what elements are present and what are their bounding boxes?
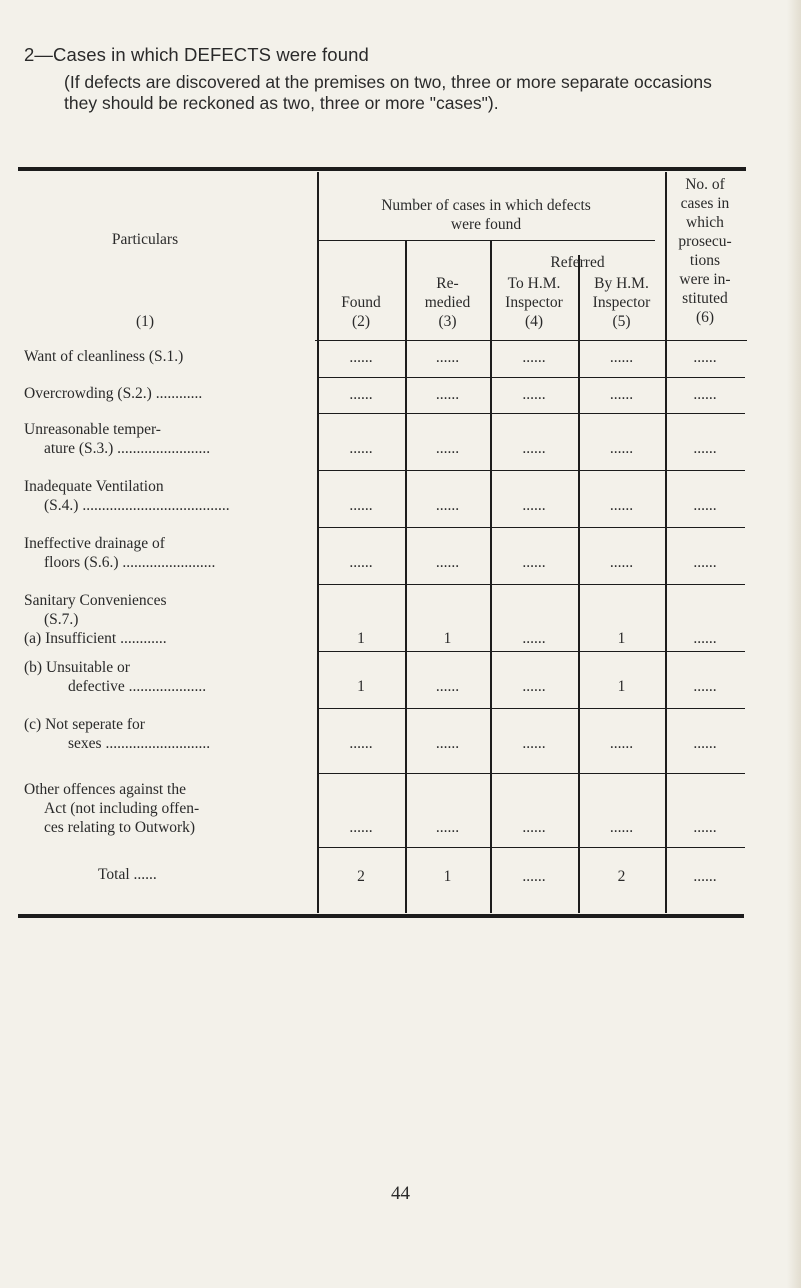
- cell-value: ......: [435, 497, 460, 514]
- cell-value: ......: [349, 554, 373, 571]
- column-header-5: Inspector: [592, 294, 651, 311]
- cell-value: ......: [435, 735, 460, 752]
- cell-value: ......: [609, 386, 634, 403]
- row-rule: [317, 377, 745, 378]
- row-label: Want of cleanliness (S.1.): [24, 348, 184, 365]
- row-label: Overcrowding (S.2.) ............: [24, 385, 203, 402]
- row-rule: [317, 527, 745, 528]
- page-edge-shadow: [787, 0, 801, 1288]
- cell-value: ......: [522, 554, 546, 571]
- cell-value: ......: [609, 349, 634, 366]
- column-header-3: medied: [424, 294, 471, 311]
- column-header-2: Found: [341, 294, 381, 311]
- cell-value: 2: [617, 868, 626, 885]
- column-header-2: (2): [351, 313, 371, 330]
- cell-value: ......: [522, 630, 546, 647]
- particulars-col-number: (1): [135, 313, 155, 330]
- instruction-note: (If defects are discovered at the premises on two, three or more separate occasions they should be reckoned as two, three or more "cases").: [64, 72, 712, 113]
- row-label: (a) Insufficient ............: [24, 630, 167, 647]
- cell-value: 1: [617, 678, 626, 695]
- cell-value: ......: [349, 440, 373, 457]
- column-header-6: prosecu-: [678, 233, 732, 250]
- cell-value: ......: [693, 678, 717, 695]
- cell-value: ......: [693, 554, 717, 571]
- cell-value: ......: [435, 349, 460, 366]
- row-rule: [317, 584, 745, 585]
- cell-value: ......: [349, 497, 373, 514]
- page-number: 44: [391, 1183, 410, 1204]
- row-rule: [317, 847, 745, 848]
- row-label: Unreasonable temper-: [24, 421, 161, 438]
- group-header-line-1: Number of cases in which defects: [381, 197, 591, 214]
- cell-value: 1: [443, 868, 452, 885]
- cell-value: ......: [349, 735, 373, 752]
- cell-value: ......: [693, 868, 717, 885]
- column-header-6: cases in: [680, 195, 730, 212]
- cell-value: ......: [435, 386, 460, 403]
- cell-value: ......: [693, 630, 717, 647]
- row-rule: [317, 470, 745, 471]
- cell-value: ......: [435, 440, 460, 457]
- cell-value: ......: [349, 386, 373, 403]
- row-rule: [317, 651, 745, 652]
- cell-value: ......: [609, 497, 634, 514]
- table-bottom-rule: [18, 914, 744, 918]
- row-label: Total ......: [98, 866, 157, 883]
- column-rule: [490, 240, 492, 913]
- particulars-header: Particulars: [111, 231, 179, 248]
- cell-value: ......: [522, 386, 546, 403]
- cell-value: ......: [349, 349, 373, 366]
- row-label: ces relating to Outwork): [44, 819, 196, 836]
- cell-value: ......: [693, 735, 717, 752]
- cell-value: 2: [357, 868, 365, 885]
- section-heading: 2—Cases in which DEFECTS were found: [24, 44, 369, 65]
- cell-value: ......: [609, 735, 634, 752]
- referred-header: Referred: [550, 254, 605, 271]
- row-label: Sanitary Conveniences: [24, 592, 167, 609]
- row-label: (S.4.) ......................................: [44, 497, 230, 514]
- row-rule: [317, 773, 745, 774]
- header-bottom-rule: [315, 340, 747, 341]
- row-label: defective ....................: [68, 678, 207, 695]
- row-label: (b) Unsuitable or: [24, 659, 130, 676]
- cell-value: 1: [357, 678, 365, 695]
- cell-value: ......: [349, 819, 373, 836]
- cell-value: 1: [443, 630, 452, 647]
- column-header-3: Re-: [436, 275, 459, 292]
- column-header-3: (3): [438, 313, 457, 330]
- column-rule: [405, 240, 407, 913]
- row-rule: [317, 708, 745, 709]
- cell-value: ......: [522, 349, 546, 366]
- row-label: sexes ...........................: [68, 735, 211, 752]
- cell-value: ......: [435, 554, 460, 571]
- column-header-5: By H.M.: [594, 275, 649, 292]
- row-rule: [317, 413, 745, 414]
- row-label: (S.7.): [44, 611, 79, 628]
- column-header-6: which: [686, 214, 724, 231]
- row-label: floors (S.6.) ........................: [44, 554, 216, 571]
- cell-value: ......: [609, 819, 634, 836]
- cell-value: ......: [693, 819, 717, 836]
- column-header-6: No. of: [685, 176, 725, 193]
- column-header-5: (5): [612, 313, 631, 330]
- row-label: Act (not including offen-: [44, 800, 200, 817]
- cell-value: ......: [522, 735, 546, 752]
- column-header-4: Inspector: [505, 294, 563, 311]
- cell-value: ......: [693, 386, 717, 403]
- cell-value: ......: [435, 819, 460, 836]
- column-rule: [317, 172, 319, 913]
- group-header-line-2: were found: [450, 216, 522, 233]
- column-header-6: tions: [689, 252, 721, 269]
- cell-value: 1: [357, 630, 365, 647]
- cell-value: ......: [522, 819, 546, 836]
- column-header-6: stituted: [682, 290, 728, 307]
- cell-value: ......: [693, 440, 717, 457]
- row-label: Other offences against the: [24, 781, 186, 798]
- column-header-4: To H.M.: [507, 275, 561, 292]
- cell-value: ......: [609, 440, 634, 457]
- row-label: (c) Not seperate for: [24, 716, 145, 733]
- group-header-rule: [317, 240, 655, 241]
- row-label: Inadequate Ventilation: [24, 478, 164, 495]
- cell-value: ......: [693, 497, 717, 514]
- cell-value: ......: [435, 678, 460, 695]
- cell-value: ......: [522, 678, 546, 695]
- table-top-rule: [18, 167, 746, 171]
- row-label: ature (S.3.) ........................: [44, 440, 211, 457]
- cell-value: ......: [609, 554, 634, 571]
- cell-value: ......: [693, 349, 717, 366]
- cell-value: ......: [522, 868, 546, 885]
- cell-value: ......: [522, 497, 546, 514]
- column-header-4: (4): [524, 313, 544, 330]
- cell-value: ......: [522, 440, 546, 457]
- column-header-6: (6): [695, 309, 715, 326]
- column-header-6: were in-: [679, 271, 731, 288]
- cell-value: 1: [617, 630, 626, 647]
- row-label: Ineffective drainage of: [24, 535, 165, 552]
